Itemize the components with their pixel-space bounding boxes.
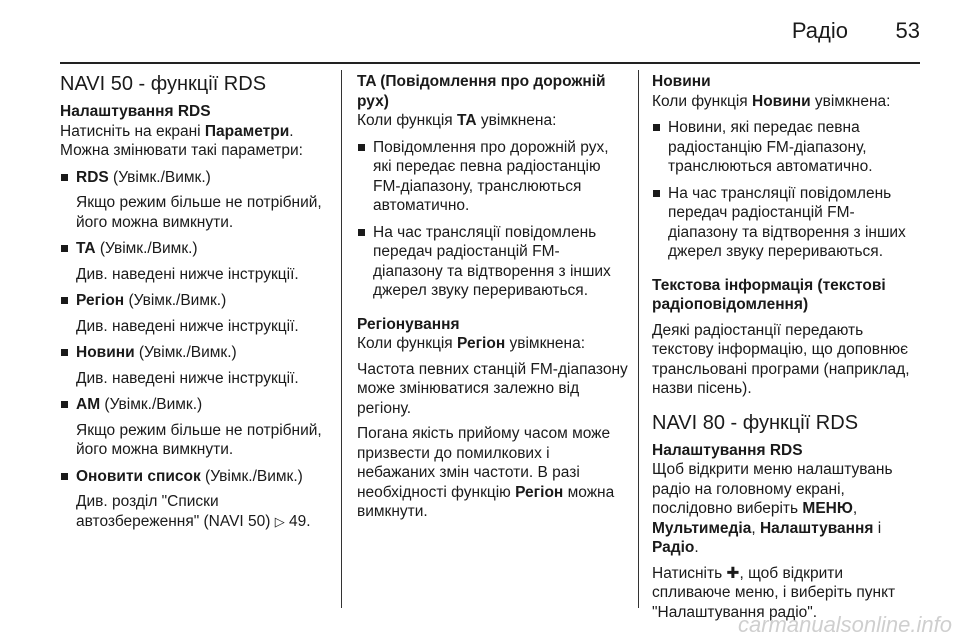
column-3 [652,72,924,622]
list-item: Повідомлення про дорожній рух, які передає певна радіостанцію FM-діапазону, транслюються автоматично. [357,138,629,216]
subsection-heading: Новини [652,73,711,90]
column-divider [638,70,639,608]
paragraph: Частота певних станцій FM-діапазону може змінюватися залежно від регіону. [357,360,628,417]
bullet-icon [653,124,660,131]
page-title: Радіо [791,18,848,43]
bullet-icon [61,245,68,252]
subsection-heading: TA (Повідомлення про дорожній рух) [357,73,606,110]
list-item: Новини (Увімк./Вимк.) [60,343,332,363]
paragraph: Деякі радіостанції передають текстову інформацію, що доповнює трансльовані програми (наприклад, назви пісень). [652,321,910,397]
page-header [60,0,920,64]
list-item: Новини, які передає певна радіостанцію FM-діапазону, транслюються автоматично. [652,118,924,177]
bullet-icon [358,229,365,236]
item-description: Див. розділ "Списки автозбереження" (NAVI 50) ▷ 49. [76,493,311,530]
list-item: RDS (Увімк./Вимк.) [60,168,332,188]
watermark: carmanualsonline.info [737,612,952,637]
bullet-icon [358,144,365,151]
bullet-icon [61,349,68,356]
paragraph: Погана якість прийому часом може призвести до помилкових і небажаних змін частоти. В разі необхідності функцію Регіон можна вимкнути. [357,425,615,520]
page-reference-arrow-icon: ▷ [274,513,285,529]
section-heading: NAVI 50 - функції RDS [60,73,267,95]
paragraph: Щоб відкрити меню налаштувань радіо на головному екрані, послідовно виберіть МЕНЮ, Мультимедіа, Налаштування і Радіо. [652,461,893,556]
subsection-heading: Регіонування [357,315,460,333]
paragraph: Можна змінювати такі параметри: [60,142,303,159]
plus-icon: ✚ [726,564,740,582]
list-item: AM (Увімк./Вимк.) [60,395,332,415]
paragraph: Коли функція TA увімкнена: [357,112,557,129]
list-item: На час трансляції повідомлень передач радіостанцій FM-діапазону та відтворення з інших джерел звуку перериваються. [357,223,629,301]
item-description: Якщо режим більше не потрібний, його можна вимкнути. [76,421,322,458]
page-number: 53 [895,18,920,43]
paragraph: Натисніть на екрані Параметри. [60,122,294,140]
list-item: Оновити список (Увімк./Вимк.) [60,467,332,487]
paragraph: Коли функція Новини увімкнена: [652,92,891,110]
paragraph: Натисніть ✚, щоб відкрити спливаюче меню, і виберіть пункт "Налаштування радіо". [652,564,896,621]
list-item: Регіон (Увімк./Вимк.) [60,291,332,311]
item-description: Див. наведені нижче інструкції. [76,265,299,283]
bullet-icon [653,190,660,197]
subsection-heading: Текстова інформація (текстові радіоповідомлення) [652,276,886,313]
item-description: Див. наведені нижче інструкції. [76,317,299,335]
paragraph: Коли функція Регіон увімкнена: [357,335,586,352]
column-1 [60,72,332,531]
bullet-icon [61,401,68,408]
column-divider [341,70,342,608]
column-2 [357,72,629,522]
subsection-heading: Налаштування RDS [652,441,803,459]
page-reference[interactable]: 49. [289,512,311,530]
bullet-icon [61,473,68,480]
item-description: Якщо режим більше не потрібний, його можна вимкнути. [76,194,322,231]
item-description: Див. наведені нижче інструкції. [76,369,299,387]
section-heading: NAVI 80 - функції RDS [652,411,859,434]
subsection-heading: Налаштування RDS [60,103,211,120]
list-item: На час трансляції повідомлень передач радіостанцій FM-діапазону та відтворення з інших джерел звуку перериваються. [652,184,924,262]
bullet-icon [61,297,68,304]
bullet-icon [61,174,68,181]
list-item: TA (Увімк./Вимк.) [60,239,332,259]
